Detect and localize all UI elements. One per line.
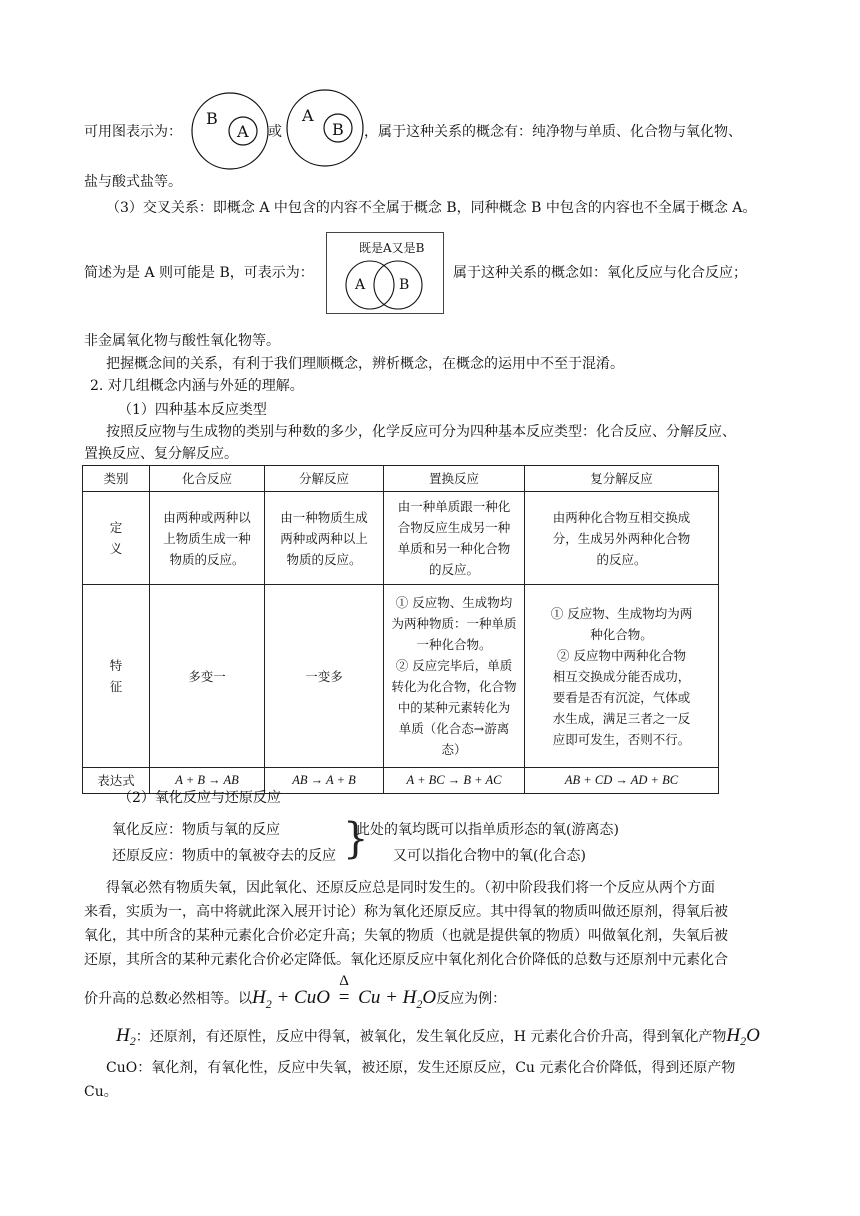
para2-line2: 来看，实质为一，高中将就此深入展开讨论）称为氧化还原反应。其中得氧的物质叫做还原剂，得氧后被 <box>84 904 728 920</box>
header-cell: 化合反应 <box>150 466 265 492</box>
venn-caption: 既是A又是B <box>359 241 425 255</box>
header-cell: 类别 <box>83 466 150 492</box>
table-cell: 由两种或两种以 上物质生成一种 物质的反应。 <box>150 492 265 585</box>
right-brace: } <box>343 814 369 864</box>
para2-line3: 氧化，其中所含的某种元素化合价必定升高；失氧的物质（也就是提供氧的物质）叫做氧化剂，失氧后被 <box>84 928 728 944</box>
venn2-outer-label: A <box>302 106 314 125</box>
row-label: 特 征 <box>83 585 150 768</box>
table-cell: 由一种物质生成 两种或两种以上 物质的反应。 <box>265 492 384 585</box>
cuo-line2: Cu。 <box>84 1084 118 1100</box>
row-label: 定 义 <box>83 492 150 585</box>
header-cell: 置换反应 <box>384 466 525 492</box>
sub2-heading: （2）氧化反应与还原反应 <box>118 790 281 806</box>
reaction-equation: $H_2$ + CuO Δ = $Cu + H_2O$ <box>252 973 437 1011</box>
row-label: 表达式 <box>83 768 150 794</box>
table-row-definition <box>83 492 719 585</box>
cross-line1: （3）交叉关系：即概念 A 中包含的内容不全属于概念 B，同种概念 B 中包含的内容也不全属于概念 A。 <box>106 200 757 216</box>
redox-note2: 又可以指化合物中的氧(化合态) <box>393 848 586 864</box>
intro-lead: 可用图表示为： <box>84 124 182 140</box>
venn-right-circle <box>374 261 422 309</box>
venn-a-contains-b <box>285 88 365 168</box>
para1-line1: 按照反应物与生成物的类别与种数的多少，化学反应可分为四种基本反应类型：化合反应、分解反应、 <box>106 424 736 440</box>
table-cell: 由两种化合物互相交换成 分，生成另外两种化合物 的反应。 <box>525 492 719 585</box>
cross-tail: 属于这种关系的概念如：氧化反应与化合反应； <box>453 265 747 281</box>
section2-heading: 2. 对几组概念内涵与外延的理解。 <box>90 378 304 394</box>
reduction-definition: 还原反应：物质中的氧被夺去的反应 <box>112 848 336 864</box>
table-cell: ① 反应物、生成物均 为两种物质：一种单质 一种化合物。 ② 反应完毕后，单质 转化为化合物，化合物 中的某种元素转化为 单质（化合态→游离 态） <box>384 585 525 768</box>
table-cell: 一变多 <box>265 585 384 768</box>
cross-line3: 非金属氧化物与酸性氧化物等。 <box>84 333 280 349</box>
cross-lead: 简述为是 A 则可能是 B，可表示为： <box>84 265 314 281</box>
venn-right-label: B <box>399 277 410 293</box>
expression-cell: A + BC → B + AC <box>384 768 525 794</box>
para2-line5: 价升高的总数必然相等。以$H_2$ + CuO Δ = $Cu + H_2O$反应为例： <box>84 973 507 1011</box>
table-cell: 由一种单质跟一种化 合物反应生成另一种 单质和另一种化合物 的反应。 <box>384 492 525 585</box>
venn2-inner-label: B <box>332 120 344 139</box>
venn-left-circle <box>346 261 394 309</box>
sub1-heading: （1）四种基本反应类型 <box>118 402 267 418</box>
oxidation-definition: 氧化反应：物质与氧的反应 <box>112 822 280 838</box>
header-cell: 复分解反应 <box>525 466 719 492</box>
expression-cell: A + B → AB <box>150 768 265 794</box>
table-cell: ① 反应物、生成物均为两 种化合物。 ② 反应物中两种化合物 相互交换成分能否成功， 要看是否有沉淀，气体或 水生成，满足三者之一反 应即可发生，否则不行。 <box>525 585 719 768</box>
table-header-row <box>83 466 719 492</box>
para2-line1: 得氧必然有物质失氧，因此氧化、还原反应总是同时发生的。（初中阶段我们将一个反应从两个方面 <box>106 880 715 896</box>
header-cell: 分解反应 <box>265 466 384 492</box>
table-row-feature <box>83 585 719 768</box>
h2-description: $H_2$：还原剂，有还原性，反应中得氧，被氧化，发生氧化反应，H 元素化合价升高，得到氧化产物$H_2O$ <box>116 1025 760 1048</box>
table-cell: 多变一 <box>150 585 265 768</box>
venn1-inner-label: A <box>237 122 249 141</box>
reaction-types-table <box>82 465 719 794</box>
equals-with-heat: Δ = <box>338 973 350 1008</box>
summary-text: 把握概念间的关系，有利于我们理顺概念，辨析概念，在概念的运用中不至于混淆。 <box>106 356 624 372</box>
intro-or: 或 <box>268 124 282 140</box>
venn-left-label: A <box>355 277 366 293</box>
para2-line4: 还原，其所含的某种元素化合价必定降低。氧化还原反应中氧化剂化合价降低的总数与还原剂中元素化合 <box>84 952 728 968</box>
para1-line2: 置换反应、复分解反应。 <box>84 446 238 462</box>
expression-cell: AB → A + B <box>265 768 384 794</box>
expression-cell: AB + CD → AD + BC <box>525 768 719 794</box>
venn1-outer-label: B <box>206 109 218 128</box>
intro-line2: 盐与酸式盐等。 <box>84 174 182 190</box>
venn-b-contains-a <box>190 91 270 171</box>
intro-tail: ，属于这种关系的概念有：纯净物与单质、化合物与氧化物、 <box>364 124 742 140</box>
redox-note1: 此处的氧均既可以指单质形态的氧(游离态) <box>356 822 619 838</box>
cuo-line1: CuO：氧化剂，有氧化性，反应中失氧，被还原，发生还原反应，Cu 元素化合价降低，得到还原产物 <box>106 1060 736 1076</box>
